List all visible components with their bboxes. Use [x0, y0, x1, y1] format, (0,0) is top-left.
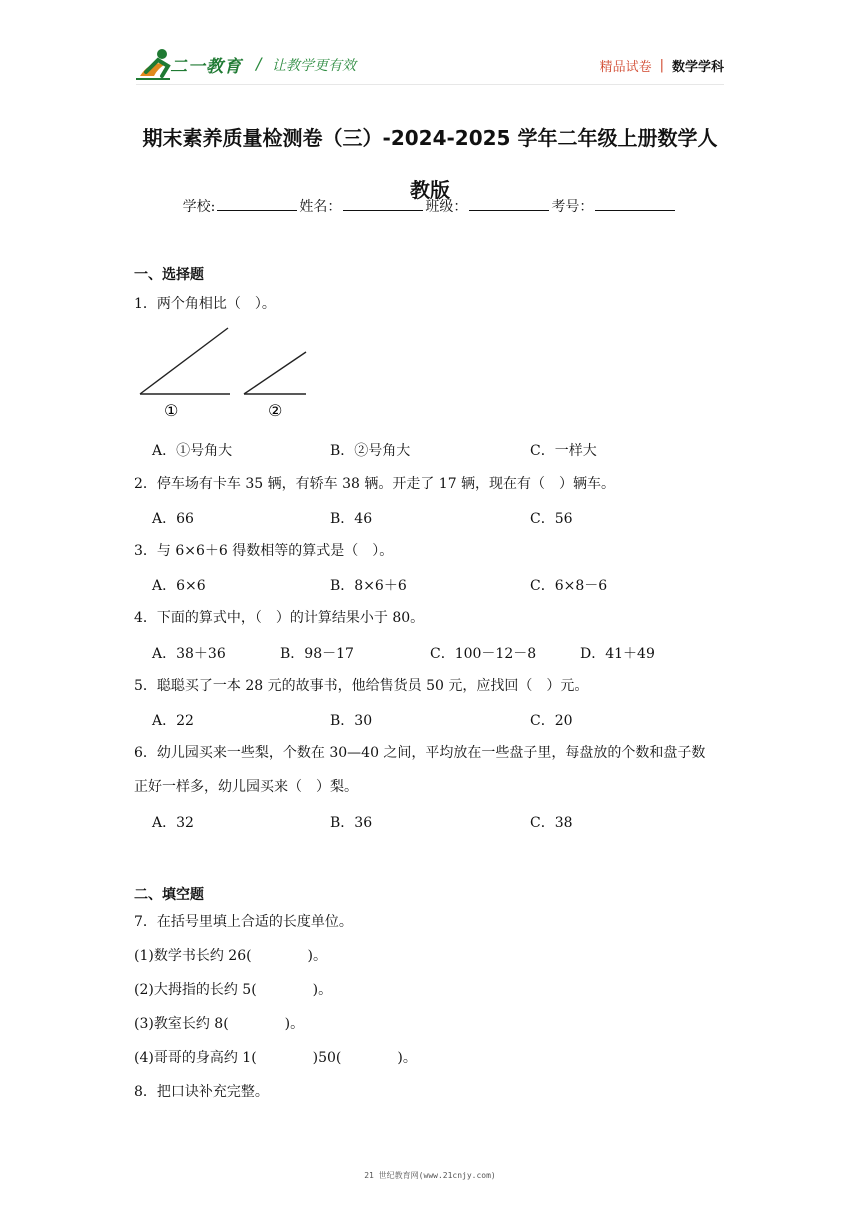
q5-option-c[interactable]: C．20: [530, 713, 573, 729]
q3-option-c[interactable]: C．6×8－6: [530, 578, 608, 594]
q1-option-c[interactable]: C．一样大: [530, 443, 597, 459]
q4-option-c[interactable]: C．100－12－8: [430, 646, 537, 662]
name-field[interactable]: [343, 196, 423, 211]
q1-option-a[interactable]: A．①号角大: [152, 443, 233, 459]
q6-option-c[interactable]: C．38: [530, 815, 573, 831]
q5-option-b[interactable]: B．30: [330, 713, 373, 729]
section-fill-title: 二、填空题: [134, 887, 204, 903]
q4-option-a[interactable]: A．38＋36: [152, 646, 226, 662]
q2-option-b[interactable]: B．46: [330, 511, 373, 527]
q6-option-a[interactable]: A．32: [152, 815, 194, 831]
q5-option-a[interactable]: A．22: [152, 713, 194, 729]
header-category: 精品试卷: [599, 60, 652, 75]
class-field[interactable]: [469, 196, 549, 211]
header-separator: |: [659, 58, 664, 73]
q1-option-b[interactable]: B．②号角大: [330, 443, 411, 459]
q6-stem-line-2: 正好一样多，幼儿园买来（ ）梨。: [134, 779, 358, 795]
q7-item-2: (2)大拇指的长约 5( )。: [134, 982, 333, 998]
question-2-stem: 2．停车场有卡车 35 辆，有轿车 38 辆。开走了 17 辆，现在有（ ）辆车。: [134, 476, 616, 492]
header-slogan: 让教学更有效: [272, 58, 356, 74]
angle-label-2: ②: [268, 401, 283, 420]
question-1-options: [0, 440, 860, 460]
q2-option-a[interactable]: A．66: [152, 511, 194, 527]
q6-option-b[interactable]: B．36: [330, 815, 373, 831]
q3-option-b[interactable]: B．8×6＋6: [330, 578, 407, 594]
question-7-stem: 7．在括号里填上合适的长度单位。: [134, 914, 353, 930]
header-rule: [136, 84, 724, 85]
question-8-stem: 8．把口诀补充完整。: [134, 1084, 269, 1100]
q7-item-1: (1)数学书长约 26( )。: [134, 948, 328, 964]
exam-no-label: 考号：: [551, 199, 594, 215]
student-info: [0, 196, 860, 216]
q4-option-d[interactable]: D．41＋49: [580, 646, 655, 662]
title-line-1: 期末素养质量检测卷（三）-2024-2025 学年二年级上册数学人: [142, 126, 718, 150]
q6-stem-line-1: 6．幼儿园买来一些梨，个数在 30—40 之间，平均放在一些盘子里，每盘放的个数和盘子数: [134, 745, 706, 761]
q7-item-4: (4)哥哥的身高约 1( )50( )。: [134, 1050, 417, 1066]
question-4-stem: 4．下面的算式中，（ ）的计算结果小于 80。: [134, 610, 425, 626]
question-3-options: [0, 575, 860, 595]
question-6-stem: [134, 743, 734, 797]
name-label: 姓名：: [299, 199, 342, 215]
angle-label-1: ①: [164, 401, 179, 420]
header-subject: 数学学科: [671, 60, 724, 75]
title-line-2: 教版: [410, 178, 450, 202]
question-5-stem: 5．聪聪买了一本 28 元的故事书，他给售货员 50 元，应找回（ ）元。: [134, 678, 589, 694]
question-1-stem: 1．两个角相比（ ）。: [134, 296, 276, 312]
question-2-options: [0, 508, 860, 528]
exam-no-field[interactable]: [595, 196, 675, 211]
q7-item-3: (3)教室长约 8( )。: [134, 1016, 305, 1032]
header-right: [600, 56, 724, 75]
q4-option-b[interactable]: B．98－17: [280, 646, 354, 662]
q2-option-c[interactable]: C．56: [530, 511, 573, 527]
logo-text: 二一教育: [170, 57, 242, 77]
question-3-stem: 3．与 6×6＋6 得数相等的算式是（ ）。: [134, 543, 394, 559]
question-5-options: [0, 710, 860, 730]
section-choice-title: 一、选择题: [134, 267, 204, 283]
school-label: 学校:: [182, 199, 216, 215]
school-field[interactable]: [217, 196, 297, 211]
angles-figure: [134, 322, 314, 422]
question-4-options: [0, 643, 860, 663]
class-label: 班级：: [425, 199, 468, 215]
header-slash: /: [256, 54, 262, 73]
q3-option-a[interactable]: A．6×6: [152, 578, 206, 594]
question-6-options: [0, 812, 860, 832]
page-footer: 21 世纪教育网(www.21cnjy.com): [364, 1171, 496, 1180]
